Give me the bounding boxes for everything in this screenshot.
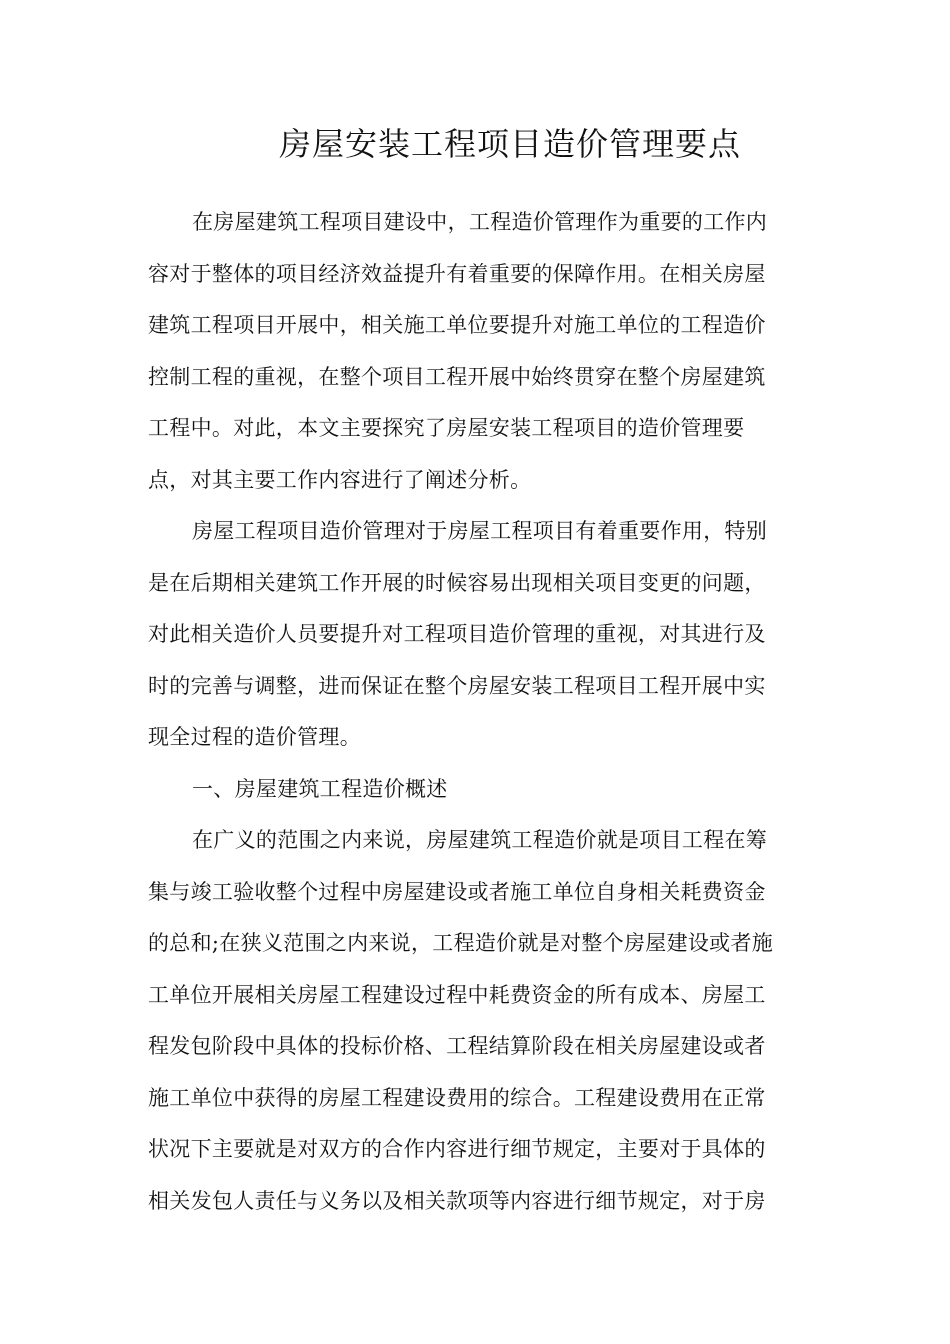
text-line: 的总和;在狭义范围之内来说，工程造价就是对整个房屋建设或者施	[148, 931, 774, 955]
text-line: 容对于整体的项目经济效益提升有着重要的保障作用。在相关房屋	[148, 261, 766, 286]
text-line: 程发包阶段中具体的投标价格、工程结算阶段在相关房屋建设或者	[148, 1034, 766, 1058]
text-line: 状况下主要就是对双方的合作内容进行细节规定，主要对于具体的	[148, 1137, 766, 1161]
text-line: 建筑工程项目开展中，相关施工单位要提升对施工单位的工程造价	[148, 313, 766, 337]
document-title: 房屋安装工程项目造价管理要点	[278, 125, 741, 163]
text-line: 是在后期相关建筑工作开展的时候容易出现相关项目变更的问题，	[148, 570, 766, 595]
paragraph-overview	[148, 815, 808, 1227]
text-line: 工单位开展相关房屋工程建设过程中耗费资金的所有成本、房屋工	[148, 982, 766, 1007]
section-heading-text: 一、房屋建筑工程造价概述	[192, 776, 448, 801]
text-line: 施工单位中获得的房屋工程建设费用的综合。工程建设费用在正常	[148, 1085, 766, 1110]
text-line: 现全过程的造价管理。	[148, 725, 361, 749]
text-line: 时的完善与调整，进而保证在整个房屋安装工程项目工程开展中实	[148, 673, 766, 698]
paragraph-intro	[148, 197, 808, 506]
text-line: 房屋工程项目造价管理对于房屋工程项目有着重要作用，特别	[192, 519, 768, 543]
text-line: 工程中。对此，本文主要探究了房屋安装工程项目的造价管理要	[148, 416, 745, 440]
text-line: 集与竣工验收整个过程中房屋建设或者施工单位自身相关耗费资金	[148, 879, 766, 904]
section-heading	[148, 764, 808, 816]
text-line: 在房屋建筑工程项目建设中，工程造价管理作为重要的工作内	[192, 210, 768, 234]
text-line: 点，对其主要工作内容进行了阐述分析。	[148, 467, 532, 492]
paragraph-importance	[148, 506, 808, 764]
text-line: 在广义的范围之内来说，房屋建筑工程造价就是项目工程在筹	[192, 828, 768, 852]
document-body	[148, 197, 808, 1227]
text-line: 相关发包人责任与义务以及相关款项等内容进行细节规定，对于房	[148, 1188, 766, 1213]
text-line: 对此相关造价人员要提升对工程项目造价管理的重视，对其进行及	[148, 622, 766, 646]
text-line: 控制工程的重视，在整个项目工程开展中始终贯穿在整个房屋建筑	[148, 364, 766, 389]
